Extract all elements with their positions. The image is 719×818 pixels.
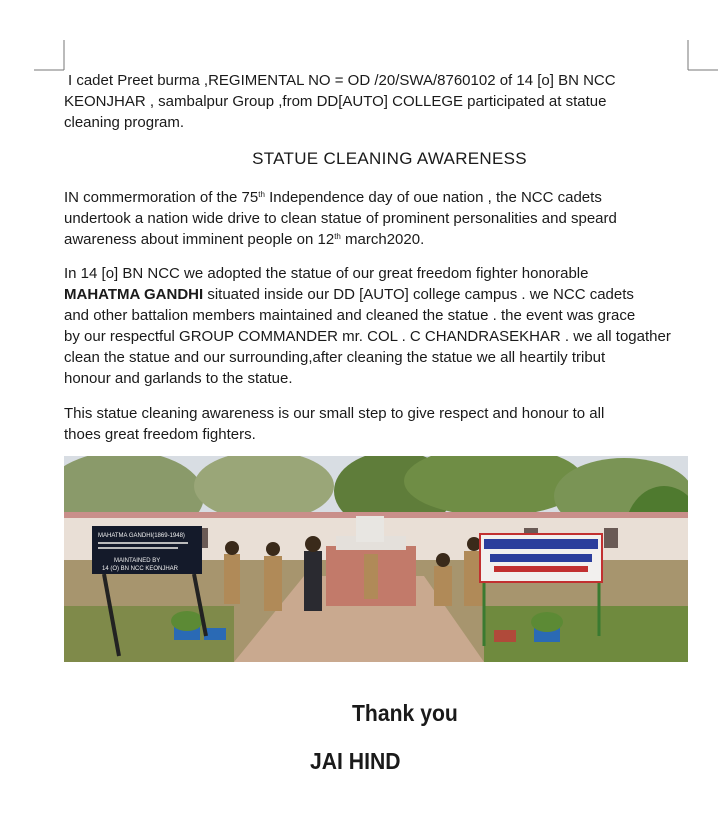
- photo-illustration: [64, 456, 688, 662]
- statue-adoption-paragraph: [64, 263, 704, 389]
- page-corner-mark-right: [684, 40, 719, 72]
- paragraph-line: In 14 [o] BN NCC we adopted the statue of our great freedom fighter honorable: [64, 265, 589, 282]
- board-maintained: MAINTAINED BY: [114, 558, 161, 564]
- paragraph-line: This statue cleaning awareness is our small step to give respect and honour to all: [64, 405, 605, 422]
- statue-cleaning-photo: [64, 456, 688, 662]
- paragraph-line: MAHATMA GANDHI situated inside our DD [AUTO] college campus . we NCC cadets: [64, 286, 634, 303]
- paragraph-line: clean the statue and our surrounding,after cleaning the statue we all heartily tribut: [64, 349, 606, 366]
- thank-you-text: Thank you: [352, 700, 458, 726]
- intro-line: KEONJHAR , sambalpur Group ,from DD[AUTO] COLLEGE participated at statue: [64, 93, 607, 110]
- paragraph-line: by our respectful GROUP COMMANDER mr. COL . C CHANDRASEKHAR . we all togather: [64, 328, 671, 345]
- document-heading: STATUE CLEANING AWARENESS: [252, 149, 527, 168]
- paragraph-line: thoes great freedom fighters.: [64, 426, 256, 443]
- intro-paragraph: [64, 70, 704, 133]
- paragraph-line: IN commermoration of the 75th Independence day of oue nation , the NCC cadets: [64, 189, 602, 206]
- paragraph-line: undertook a nation wide drive to clean statue of prominent personalities and speard: [64, 210, 617, 227]
- intro-line: I cadet Preet burma ,REGIMENTAL NO = OD /20/SWA/8760102 of 14 [o] BN NCC: [68, 72, 616, 89]
- paragraph-line: awareness about imminent people on 12th march2020.: [64, 231, 425, 248]
- page-corner-mark-left: [30, 40, 70, 72]
- gandhi-name: MAHATMA GANDHI: [64, 286, 204, 303]
- intro-line: cleaning program.: [64, 114, 185, 131]
- closing-paragraph: [64, 403, 704, 445]
- paragraph-line: and other battalion members maintained and cleaned the statue . the event was grace: [64, 307, 636, 324]
- commemoration-paragraph: [64, 187, 704, 250]
- board-title: MAHATMA GANDHI(1869-1948): [98, 533, 185, 539]
- board-unit: 14 (O) BN NCC KEONJHAR: [102, 566, 179, 572]
- jai-hind-text: JAI HIND: [310, 748, 401, 774]
- paragraph-line: honour and garlands to the statue.: [64, 370, 293, 387]
